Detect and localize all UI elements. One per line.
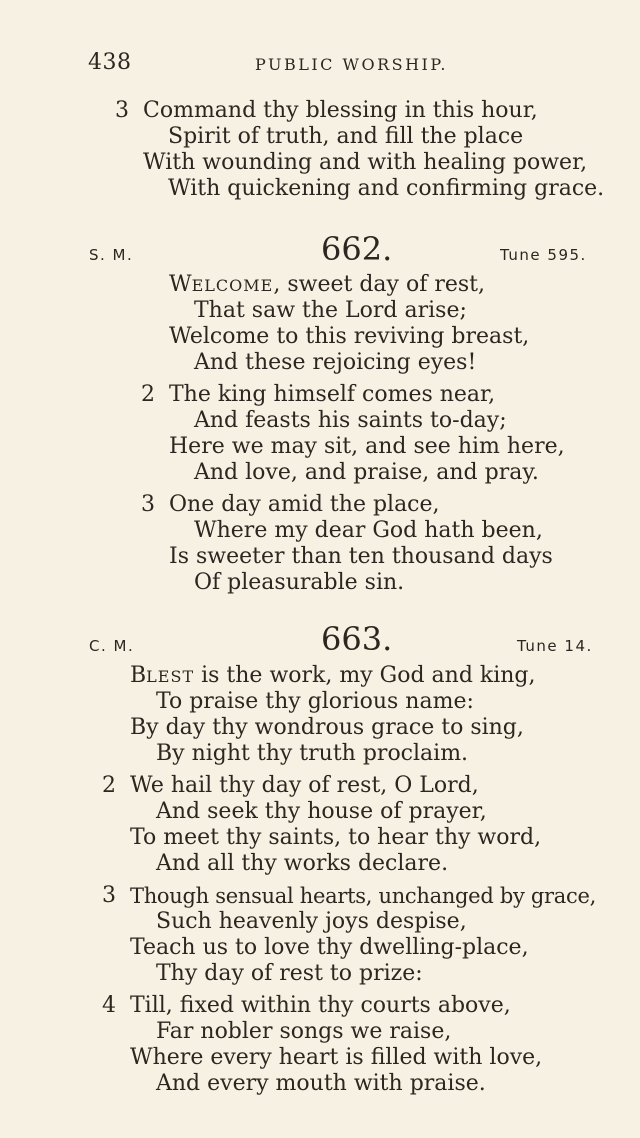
meter-label: S. M. bbox=[89, 246, 134, 264]
verse-line: And these rejoicing eyes! bbox=[194, 350, 477, 375]
stanza-number: 2 bbox=[102, 773, 116, 798]
verse-line-rest: is the work, my God and king, bbox=[194, 663, 536, 688]
verse-line: Such heavenly joys despise, bbox=[156, 909, 467, 934]
verse-line: Of pleasurable sin. bbox=[194, 570, 405, 595]
verse-line: Far nobler songs we raise, bbox=[156, 1019, 452, 1044]
hymn-number: 662. bbox=[321, 230, 393, 268]
small-caps-initial: W bbox=[169, 272, 192, 297]
verse-line: And every mouth with praise. bbox=[156, 1071, 486, 1096]
small-caps-initial: B bbox=[130, 663, 147, 688]
verse-line: To meet thy saints, to hear thy word, bbox=[130, 825, 542, 850]
verse-line: By night thy truth proclaim. bbox=[156, 741, 469, 766]
stanza-number: 4 bbox=[102, 993, 116, 1018]
tune-label: Tune 595. bbox=[500, 246, 587, 264]
verse-line: Though sensual hearts, unchanged by grace, bbox=[130, 884, 596, 908]
verse-line: With wounding and with healing power, bbox=[143, 150, 588, 175]
verse-line: And all thy works declare. bbox=[156, 851, 449, 876]
tune-label: Tune 14. bbox=[517, 637, 593, 655]
verse-line: Where my dear God hath been, bbox=[194, 518, 543, 543]
verse-line: Spirit of truth, and fill the place bbox=[168, 124, 524, 149]
verse-line: By day thy wondrous grace to sing, bbox=[130, 715, 524, 740]
verse-line: Command thy blessing in this hour, bbox=[143, 98, 538, 123]
small-caps-rest: ELCOME bbox=[191, 276, 274, 295]
verse-line: One day amid the place, bbox=[169, 492, 440, 517]
verse-line-rest: , sweet day of rest, bbox=[273, 272, 486, 297]
hymn-number: 663. bbox=[321, 620, 393, 658]
verse-line: Till, fixed within thy courts above, bbox=[130, 993, 511, 1018]
small-caps-rest: LEST bbox=[146, 667, 195, 686]
stanza-number: 3 bbox=[102, 883, 116, 908]
verse-line: Here we may sit, and see him here, bbox=[169, 434, 565, 459]
stanza-number: 2 bbox=[141, 382, 155, 407]
verse-line: And love, and praise, and pray. bbox=[194, 460, 539, 485]
page-number: 438 bbox=[88, 50, 132, 75]
verse-line bbox=[169, 272, 485, 299]
verse-line: To praise thy glorious name: bbox=[156, 689, 474, 714]
meter-label: C. M. bbox=[89, 637, 135, 655]
verse-line bbox=[130, 663, 536, 690]
verse-line: Teach us to love thy dwelling-place, bbox=[130, 935, 529, 960]
verse-line: And seek thy house of prayer, bbox=[156, 799, 487, 824]
running-head: PUBLIC WORSHIP. bbox=[255, 55, 448, 74]
verse-line: The king himself comes near, bbox=[169, 382, 496, 407]
verse-line: Thy day of rest to prize: bbox=[156, 961, 423, 986]
verse-line: Welcome to this reviving breast, bbox=[169, 324, 530, 349]
verse-line: And feasts his saints to-day; bbox=[194, 408, 507, 433]
stanza-number: 3 bbox=[141, 492, 155, 517]
verse-line: With quickening and confirming grace. bbox=[168, 176, 605, 201]
verse-line: We hail thy day of rest, O Lord, bbox=[130, 773, 479, 798]
verse-line: Is sweeter than ten thousand days bbox=[169, 544, 553, 569]
stanza-number: 3 bbox=[115, 98, 129, 123]
verse-line: Where every heart is filled with love, bbox=[130, 1045, 543, 1070]
verse-line: That saw the Lord arise; bbox=[194, 298, 467, 323]
